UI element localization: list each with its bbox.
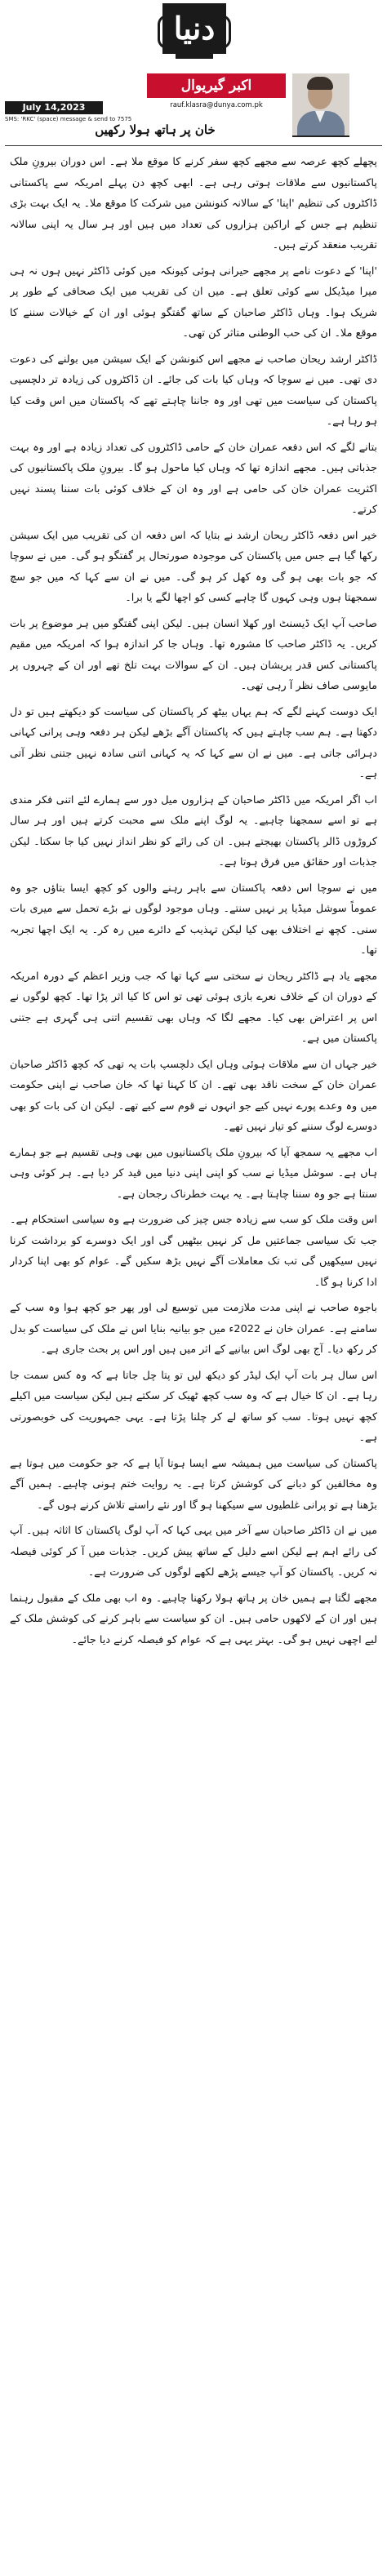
paragraph: اس وقت ملک کو سب سے زیادہ جس چیز کی ضرورت ہے وہ سیاسی استحکام ہے۔ جب تک سیاسی جماعتیں مل کر نہیں بیٹھیں گی اور ایک دوسرے کو برداشت کرنا نہیں سیکھیں گی تب تک معاملات آگے نہیں بڑھ سکیں گے۔ عوام کو بھی اپنا کردار ادا کرنا ہو گا۔ bbox=[10, 1214, 377, 1289]
logo-swoosh-right bbox=[219, 15, 231, 49]
portrait-hair bbox=[307, 77, 333, 90]
publish-date: July 14,2023 bbox=[5, 101, 103, 114]
author-box bbox=[144, 73, 289, 116]
paragraph: بتانے لگے کہ اس دفعہ عمران خان کے حامی ڈاکٹروں کی تعداد زیادہ ہے اور وہ بہت جذباتی ہیں۔ مجھے اندازہ تھا کہ وہاں کیا ماحول ہو گا۔ بیرونِ ملک پاکستانیوں کی اکثریت عمران خان کی حامی ہے اور وہ ان کے خلاف کوئی بات سننا پسند نہیں کرتے۔ bbox=[10, 441, 377, 516]
paragraph: اب اگر امریکہ میں ڈاکٹر صاحبان کے ہزاروں میل دور سے ہمارے لئے اتنی فکر مندی ہے تو اسے سمجھنا چاہیے۔ یہ لوگ اپنے ملک سے محبت کرتے ہیں اور ہر سال کروڑوں ڈالر پاکستان بھیجتے ہیں۔ ان کی رائے کو نظر انداز نہیں کیا جا سکتا۔ لیکن جذبات اور حقائق میں فرق ہوتا ہے۔ bbox=[10, 793, 377, 868]
paragraph: اس سال ہر بات آپ ایک لیڈر کو دیکھ لیں تو پتا چل جاتا ہے کہ وہ کس سمت جا رہا ہے۔ ان کا خیال ہے کہ وہ سب کچھ ٹھیک کر سکتے ہیں لیکن سیاست میں اکیلے کچھ نہیں ہوتا۔ سب کو ساتھ لے کر چلنا پڑتا ہے۔ یہی جمہوریت کی خوبصورتی ہے۔ bbox=[10, 1369, 377, 1444]
sms-instruction: SMS: 'RKC' (space) message & send to 7575 bbox=[5, 116, 132, 122]
logo-base bbox=[176, 54, 213, 59]
paragraph: باجوہ صاحب نے اپنی مدت ملازمت میں توسیع لی اور پھر جو کچھ ہوا وہ سب کے سامنے ہے۔ عمران خان نے 2022ء میں جو بیانیہ بنایا اس نے ملک کی سیاست کو بدل کر رکھ دیا۔ آج بھی لوگ اس بیانیے کے اثر میں ہیں اور اس پر بحث جاری ہے۔ bbox=[10, 1302, 377, 1356]
paragraph: 'اپنا' کے دعوت نامے پر مجھے حیرانی ہوئی کیونکہ میں کوئی ڈاکٹر نہیں ہوں نہ ہی میرا میڈیکل سے کوئی تعلق ہے۔ میں ان کی تقریب میں ایک صحافی کے طور پر شریک ہوا۔ وہاں ڈاکٹر صاحبان کے ساتھ گفتگو ہوئی اور ان کے خیالات سننے کا موقع ملا۔ ان کی حب الوطنی متاثر کن تھی۔ bbox=[10, 264, 377, 340]
newspaper-logo bbox=[159, 3, 229, 59]
logo-text: دنیا bbox=[173, 10, 216, 47]
paragraph: ڈاکٹر ارشد ریحان صاحب نے مجھے اس کنونشن کے ایک سیشن میں بولنے کی دعوت دی تھی۔ میں نے سوچا کہ وہاں کیا بات کی جائے۔ ان ڈاکٹروں کی زیادہ تر دلچسپی پاکستان کی سیاست میں تھی اور وہ جاننا چاہتے تھے کہ پاکستان میں اس وقت کیا ہو رہا ہے۔ bbox=[10, 353, 377, 428]
column-body bbox=[10, 152, 377, 2568]
paragraph: پاکستان کی سیاست میں ہمیشہ سے ایسا ہوتا آیا ہے کہ جو حکومت میں ہوتا ہے وہ مخالفین کو دبانے کی کوشش کرتا ہے۔ یہ روایت ختم ہونی چاہیے۔ ہمیں آگے بڑھنا ہے تو پرانی غلطیوں سے سیکھنا ہو گا اور نئے راستے تلاش کرنے ہوں گے۔ bbox=[10, 1457, 377, 1512]
paragraph: پچھلے کچھ عرصہ سے مجھے کچھ سفر کرنے کا موقع ملا ہے۔ اس دوران بیرونِ ملک پاکستانیوں سے ملاقات ہوتی رہی ہے۔ ابھی کچھ دن پہلے امریکہ سے پاکستانی ڈاکٹروں کی تنظیم 'اپنا' کے سالانہ کنونشن میں شرکت کا موقع ملا۔ یہ ایک بہت بڑی تنظیم ہے جس کے اراکین ہزاروں کی تعداد میں ہیں اور ہر سال یہ اپنی سالانہ تقریب منعقد کرتے ہیں۔ bbox=[10, 156, 377, 251]
author-name: اکبر گیریوال bbox=[147, 73, 286, 98]
author-email[interactable]: rauf.klasra@dunya.com.pk bbox=[170, 101, 263, 109]
paragraph: مجھے لگتا ہے ہمیں خان پر ہاتھ ہولا رکھنا چاہیے۔ وہ اب بھی ملک کے مقبول رہنما ہیں اور ان کے لاکھوں حامی ہیں۔ ان کو سیاست سے باہر کرنے کی کوشش ملک کے لیے اچھی نہیں ہو گی۔ بہتر یہی ہے کہ عوام کو فیصلہ کرنے دیا جائے۔ bbox=[10, 1592, 377, 1646]
author-portrait bbox=[292, 73, 349, 137]
paragraph: خیر جہاں ان سے ملاقات ہوئی وہاں ایک دلچسپ بات یہ تھی کہ کچھ ڈاکٹر صاحبان عمران خان کے سخت ناقد بھی تھے۔ ان کا کہنا تھا کہ خان صاحب نے اپنی حکومت میں وہ وعدے پورے نہیں کیے جو انہوں نے قوم سے کیے تھے۔ لیکن ان کی بات کو بھی دوسرے لوگ سننے کو تیار نہیں تھے۔ bbox=[10, 1058, 377, 1133]
column-title: خان پر ہاتھ ہولا رکھیں bbox=[95, 122, 216, 137]
paragraph: مجھے یاد ہے ڈاکٹر ریحان نے سختی سے کہا تھا کہ جب وزیر اعظم کے دورہ امریکہ کے دوران ان کے خلاف نعرے بازی ہوئی تھی تو اس کا کیا اثر پڑا تھا۔ کچھ لوگوں نے اس پر اعتراض بھی کیا۔ مجھے لگا کہ وہاں بھی تقسیم اتنی ہی گہری ہے جتنی پاکستان میں ہے۔ bbox=[10, 970, 377, 1045]
paragraph: صاحب آپ ایک ڈیسنٹ اور کھلا انسان ہیں۔ لیکن اپنی گفتگو میں ہر موضوع پر بات کریں۔ یہ ڈاکٹر صاحب کا مشورہ تھا۔ وہاں جا کر اندازہ ہوا کہ امریکہ میں مقیم پاکستانی کس قدر پریشان ہیں۔ ان کے سوالات بہت تلخ تھے اور ان کے چہروں پر مایوسی صاف نظر آ رہی تھی۔ bbox=[10, 617, 377, 692]
header-divider bbox=[5, 145, 382, 146]
paragraph: میں نے ان ڈاکٹر صاحبان سے آخر میں یہی کہا کہ آپ لوگ پاکستان کا اثاثہ ہیں۔ آپ کی رائے اہم ہے لیکن اسے دلیل کے ساتھ پیش کریں۔ جذبات میں آ کر کوئی فیصلہ نہ کریں۔ پاکستان کو آپ جیسے پڑھے لکھے لوگوں کی ضرورت ہے۔ bbox=[10, 1525, 377, 1579]
paragraph: ایک دوست کہنے لگے کہ ہم یہاں بیٹھ کر پاکستان کی سیاست کو دیکھتے ہیں تو دل دکھتا ہے۔ ہم سب چاہتے ہیں کہ پاکستان آگے بڑھے لیکن ہر دفعہ وہی پرانی کہانی دہرائی جاتی ہے۔ میں نے ان سے کہا کہ یہ کہانی اتنی سادہ نہیں جتنی نظر آتی ہے۔ bbox=[10, 705, 377, 780]
paragraph: میں نے سوچا اس دفعہ پاکستان سے باہر رہنے والوں کو کچھ ایسا بتاؤں جو وہ عموماً سوشل میڈیا پر نہیں سنتے۔ وہاں موجود لوگوں نے بڑے تحمل سے میری بات سنی۔ کچھ نے اختلاف بھی کیا لیکن تہذیب کے دائرے میں رہ کر۔ یہ ایک اچھا تجربہ تھا۔ bbox=[10, 882, 377, 957]
paragraph: اب مجھے یہ سمجھ آیا کہ بیرونِ ملک پاکستانیوں میں بھی وہی تقسیم ہے جو ہمارے ہاں ہے۔ سوشل میڈیا نے سب کو اپنی اپنی دنیا میں قید کر دیا ہے۔ ہر کوئی وہی سنتا ہے جو وہ سننا چاہتا ہے۔ یہ بہت خطرناک رجحان ہے۔ bbox=[10, 1146, 377, 1201]
masthead bbox=[0, 0, 387, 64]
column-byline bbox=[0, 67, 387, 144]
paragraph: خیر اس دفعہ ڈاکٹر ریحان ارشد نے بتایا کہ اس دفعہ ان کی تقریب میں ایک سیشن رکھا گیا ہے جس میں پاکستان کی موجودہ صورتحال پر گفتگو ہو گی۔ میں نے سوچا کہ جو بات بھی ہو گی وہ کھل کر ہو گی۔ میں نے ان سے کہا کہ میں جو سچ سمجھتا ہوں وہی کہوں گا چاہے کسی کو اچھا لگے یا برا۔ bbox=[10, 529, 377, 604]
